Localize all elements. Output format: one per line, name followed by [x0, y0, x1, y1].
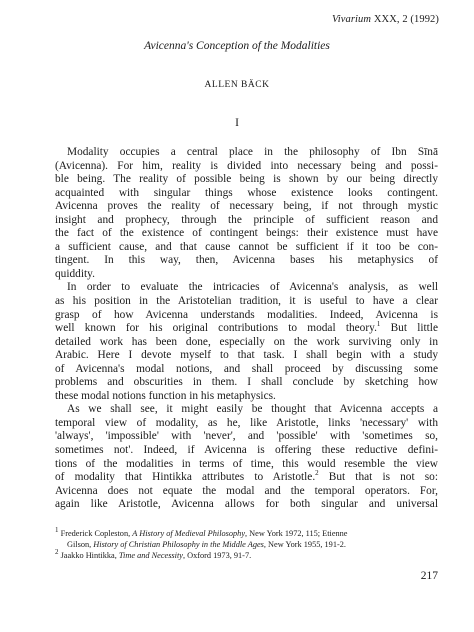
- footnotes: [55, 528, 438, 561]
- body-line: 'always', 'impossible' with 'never', and 'possible' with 'sometimes so,: [55, 430, 438, 443]
- body-line: ble being. The reality of possible being is shown by our being directly: [55, 173, 438, 186]
- body-line: Modality occupies a central place in the philosophy of Ibn Sīnā: [67, 146, 438, 158]
- body-line: again like Aristotle, Avicenna allows for both singular and universal: [55, 498, 438, 511]
- footnote-text: , New York 1955, 191-2.: [263, 540, 346, 549]
- section-number: I: [235, 117, 239, 129]
- footnote-book-title: History of Christian Philosophy in the Middle Ages: [93, 540, 264, 549]
- body-line: quiddity.: [55, 267, 95, 280]
- footnote-1-continued: [55, 539, 438, 550]
- body-line: insight and prophecy, through the principle of sufficient reason and: [55, 213, 438, 226]
- body-line: [55, 322, 438, 336]
- footnote-author: Frederick Copleston,: [60, 529, 133, 538]
- body-line: Avicenna does not equate the modal and the temporal operators. For,: [55, 484, 438, 497]
- running-header: [332, 14, 439, 25]
- body-line-text: But little: [380, 322, 438, 335]
- journal-volume: XXX, 2 (1992): [373, 14, 439, 25]
- body-line: temporal view of modality, as he, like Aristotle, links 'necessary' with: [55, 416, 438, 429]
- body-line: problems and obscurities in them. I shall conclude by sketching how: [55, 376, 438, 389]
- body-line: tions of the modalities in terms of time, this would resemble the view: [55, 457, 438, 470]
- body-line: as his position in the Aristotelian tradition, it is useful to have a clear: [55, 295, 438, 308]
- body-text: [55, 146, 438, 512]
- body-line: a sufficient cause, and that cause cannot be sufficient if it too be con-: [55, 240, 438, 253]
- body-line: detailed work has been done, especially on the work surviving only in: [55, 335, 438, 348]
- footnote-1: [55, 528, 438, 539]
- footnote-book-title: Time and Necessity: [118, 551, 183, 560]
- footnote-author: Gilson,: [67, 540, 94, 549]
- body-line: In order to evaluate the intricacies of Avicenna's analysis, as well: [67, 281, 438, 294]
- body-line-text: well known for his original contributions to modal theory.: [55, 322, 377, 335]
- body-line: these modal notions function in his metaphysics.: [55, 389, 276, 402]
- footnote-ref-2[interactable]: 2: [315, 469, 319, 478]
- article-title: Avicenna's Conception of the Modalities: [144, 40, 330, 52]
- body-line: Arabic. Here I devote myself to that task. I shall begin with a study: [55, 349, 438, 362]
- footnote-text: , New York 1972, 115; Etienne: [245, 529, 348, 538]
- footnote-book-title: A History of Medieval Philosophy: [132, 529, 246, 538]
- footnote-ref-1[interactable]: 1: [376, 320, 381, 329]
- footnote-number: 2: [55, 548, 59, 557]
- footnote-text: , Oxford 1973, 91-7.: [182, 551, 252, 560]
- body-line: As we shall see, it might easily be thought that Avicenna accepts a: [67, 403, 438, 416]
- body-line: grasp of how Avicenna understands modalities. Indeed, Avicenna is: [55, 308, 438, 321]
- body-line: sometimes not'. Indeed, if Avicenna is offering these reductive defini-: [55, 444, 438, 457]
- body-line: of Avicenna's modal notions, and shall proceed by discussing some: [55, 362, 438, 375]
- body-line-text: of modality that Hintikka attributes to Aristotle.: [55, 471, 316, 484]
- page-number: 217: [420, 570, 438, 582]
- body-line: Avicenna proves the reality of necessary being, if not through mystic: [55, 200, 438, 213]
- article-author: ALLEN BÄCK: [204, 80, 270, 90]
- journal-name: Vivarium: [331, 14, 372, 25]
- body-line: the fact of the existence of contingent beings: their existence must have: [55, 227, 438, 240]
- footnote-number: 1: [55, 526, 59, 535]
- footnote-author: Jaakko Hintikka,: [60, 551, 119, 560]
- body-line: acquainted with singular things whose existence looks contingent.: [55, 186, 438, 199]
- body-line: (Avicenna). For him, reality is divided into necessary being and possi-: [55, 159, 438, 172]
- body-line: [55, 471, 438, 485]
- body-line: tingent. In this way, then, Avicenna bases his metaphysics of: [55, 254, 438, 267]
- body-line-text: But that is not so:: [318, 471, 438, 484]
- footnote-2: [55, 550, 438, 561]
